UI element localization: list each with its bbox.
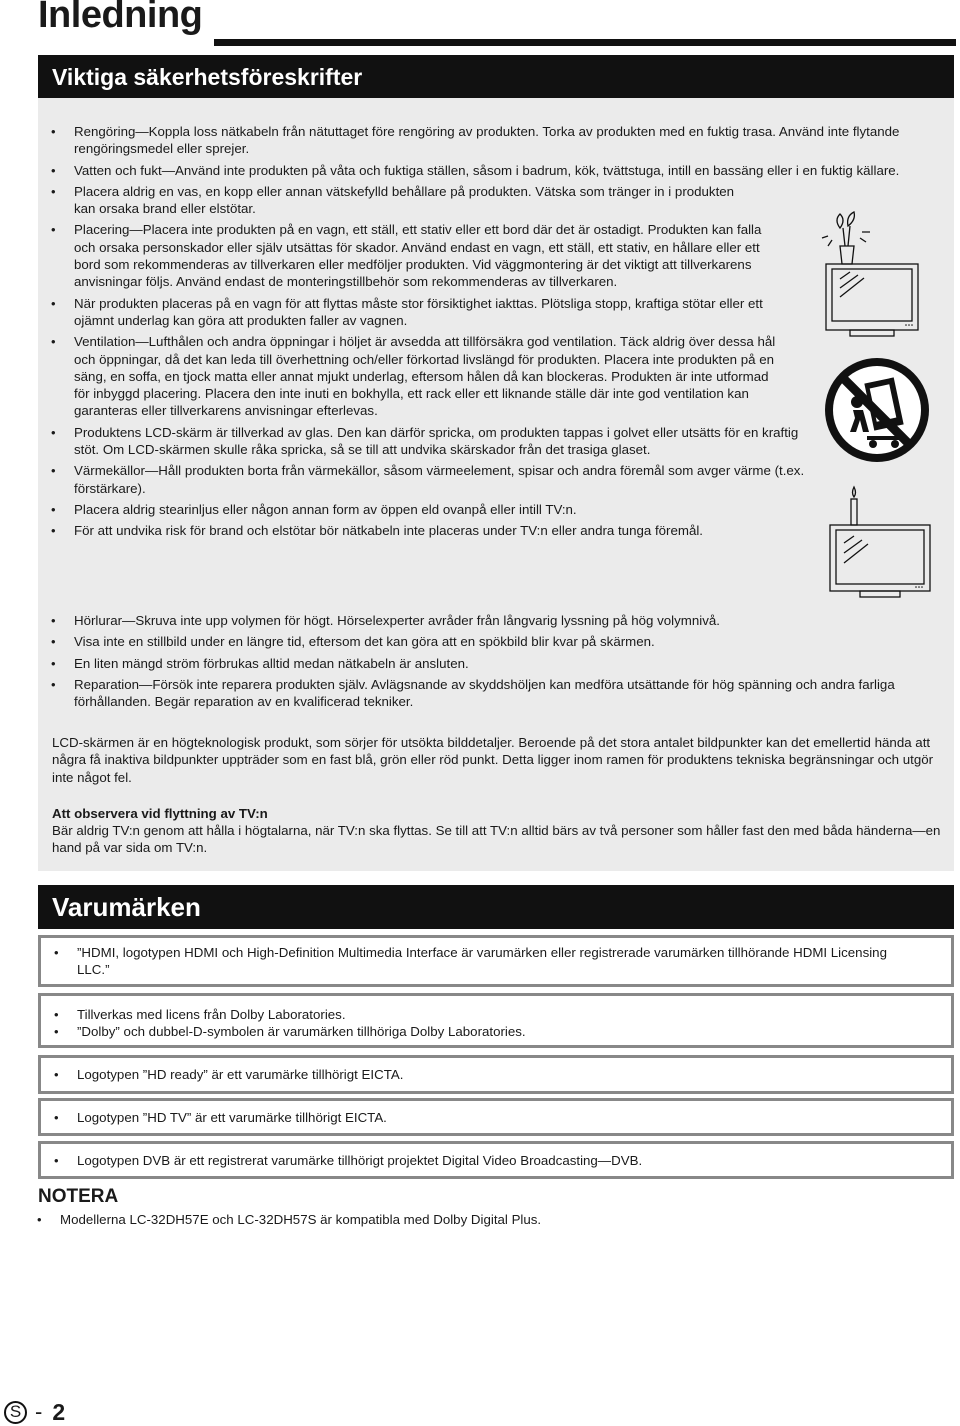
trademark-box-hd-ready xyxy=(38,1055,954,1094)
trademark-box-dolby xyxy=(38,993,954,1048)
page-footer xyxy=(4,1398,65,1426)
moving-body: Bär aldrig TV:n genom att hålla i högtalarna, när TV:n ska flyttas. Se till att TV:n alltid bärs av två personer som håller fast den med båda händerna—en hand på var sida om TV:n. xyxy=(52,823,941,856)
page-title: Inledning xyxy=(38,0,203,36)
list-item: • Tillverkas med licens från Dolby Laboratories. xyxy=(41,1006,951,1023)
list-item: • Rengöring—Koppla loss nätkabeln från nätuttaget före rengöring av produkten. Torka av produkten med en fuktig trasa. Använd inte flytande rengöringsmedel eller sprejer. xyxy=(38,123,934,158)
safety-list-secondary xyxy=(38,612,954,714)
list-item: • Visa inte en stillbild under en längre tid, eftersom det kan göra att en spökbild blir kvar på skärmen. xyxy=(38,633,954,650)
vase-on-tv-icon xyxy=(812,208,924,340)
safety-heading: Viktiga säkerhetsföreskrifter xyxy=(38,55,954,98)
list-item: • Logotypen ”HD ready” är ett varumärke tillhörigt EICTA. xyxy=(41,1066,951,1083)
page-separator: - xyxy=(35,1399,43,1424)
list-item: • Logotypen ”HD TV” är ett varumärke tillhörigt EICTA. xyxy=(41,1109,951,1126)
list-item: • Värmekällor—Håll produkten borta från värmekällor, såsom värmeelement, spisar och andra föremål som avger värme (t.ex. förstärkare). xyxy=(38,462,814,497)
list-item: • Placera aldrig stearinljus eller någon annan form av öppen eld ovanpå eller intill TV:n. xyxy=(38,501,814,518)
list-item: • ”Dolby” och dubbel-D-symbolen är varumärken tillhöriga Dolby Laboratories. xyxy=(41,1023,951,1040)
list-item: • ”HDMI, logotypen HDMI och High-Definition Multimedia Interface är varumärken eller registrerade varumärken tillhörande HDMI Licensing LLC.” xyxy=(41,944,907,979)
list-item: • Logotypen DVB är ett registrerat varumärke tillhörigt projektet Digital Video Broadcasting—DVB. xyxy=(41,1152,951,1169)
list-item: • Placering—Placera inte produkten på en vagn, ett ställ, ett stativ eller ett bord där det är ostadigt. Produkten kan falla och orsaka personskador eller själv utsättas för skador. Använd endast en vagn, ett ställ, ett stativ, en hållare eller ett bord som rekommenderas av tillverkaren eller medföljer produkten. Vid väggmontering är det viktigt att tillverkarens anvisningar följs. Använd endast de monteringstillbehör som rekommenderas av tillverkaren. xyxy=(38,221,784,290)
list-item: • Hörlurar—Skruva inte upp volymen för högt. Hörselexperter avråder från långvarig lyssning på hög volymnivå. xyxy=(38,612,954,629)
lcd-note: LCD-skärmen är en högteknologisk produkt, som sörjer för utsökta bilddetaljer. Beroende på det stora antalet bildpunkter kan det emellertid hända att några få inaktiva bildpunkter uppträder som en fast blå, grön eller röd punkt. Detta ligger inom ramen för produktens tekniska begränsningar och utgör inte något fel. xyxy=(52,735,934,785)
moving-title: Att observera vid flyttning av TV:n xyxy=(52,806,268,821)
trademark-box-dvb xyxy=(38,1141,954,1179)
trademarks-heading: Varumärken xyxy=(38,885,954,929)
note-list xyxy=(24,1211,924,1228)
title-rule xyxy=(214,39,956,46)
list-item: • Produktens LCD-skärm är tillverkad av glas. Den kan därför spricka, om produkten tappas i golvet eller utsätts för en kraftig stöt. Om LCD-skärmen skulle råka spricka, så se till att undvika skärskador från det trasiga glaset. xyxy=(38,424,824,459)
note-title: NOTERA xyxy=(38,1186,119,1207)
list-item: • Reparation—Försök inte reparera produkten själv. Avlägsnande av skyddshöljen kan medföra utsättande för hög spänning och andra farliga förhållanden. Begär reparation av en kvalificerad tekniker. xyxy=(38,676,954,711)
trademark-box-hdmi xyxy=(38,935,954,987)
list-item: • Modellerna LC-32DH57E och LC-32DH57S är kompatibla med Dolby Digital Plus. xyxy=(24,1211,924,1228)
trademark-box-hd-tv xyxy=(38,1098,954,1136)
list-item: • En liten mängd ström förbrukas alltid medan nätkabeln är ansluten. xyxy=(38,655,954,672)
list-item: • Placera aldrig en vas, en kopp eller annan vätskefylld behållare på produkten. Vätska som tränger in i produkten kan orsaka brand eller elstötar. xyxy=(38,183,744,218)
list-item: • När produkten placeras på en vagn för att flyttas måste stor försiktighet iakttas. Plötsliga stopp, kraftiga stötar eller ett ojämnt underlag kan göra att produkten faller av vagnen. xyxy=(38,295,784,330)
list-item: • Ventilation—Lufthålen och andra öppningar i höljet är avsedda att tillförsäkra god ventilation. Täck aldrig över dessa hål och öppningar, då det kan leda till överhettning och/eller förkortad livslängd för produkten. Placera inte produkten på en säng, en soffa, en tjock matta eller annat mjukt underlag, eftersom hålen då kan blockeras. Produkten är inte utformad för inbyggd placering. Placera den inte inuti en bokhylla, ett rack eller ett liknande ställe där inte god ventilation kan garanteras eller tillverkarens anvisningar efterlevas. xyxy=(38,333,779,419)
list-item: • För att undvika risk för brand och elstötar bör nätkabeln inte placeras under TV:n eller andra tunga föremål. xyxy=(38,522,814,539)
list-item: • Vatten och fukt—Använd inte produkten på våta och fuktiga ställen, såsom i badrum, kök, tvättstuga, intill en bassäng eller i en fuktig källare. xyxy=(38,162,934,179)
no-cart-icon xyxy=(823,356,931,464)
candle-on-tv-icon xyxy=(826,483,936,605)
language-badge: S xyxy=(4,1401,27,1424)
page-number: 2 xyxy=(52,1398,66,1425)
